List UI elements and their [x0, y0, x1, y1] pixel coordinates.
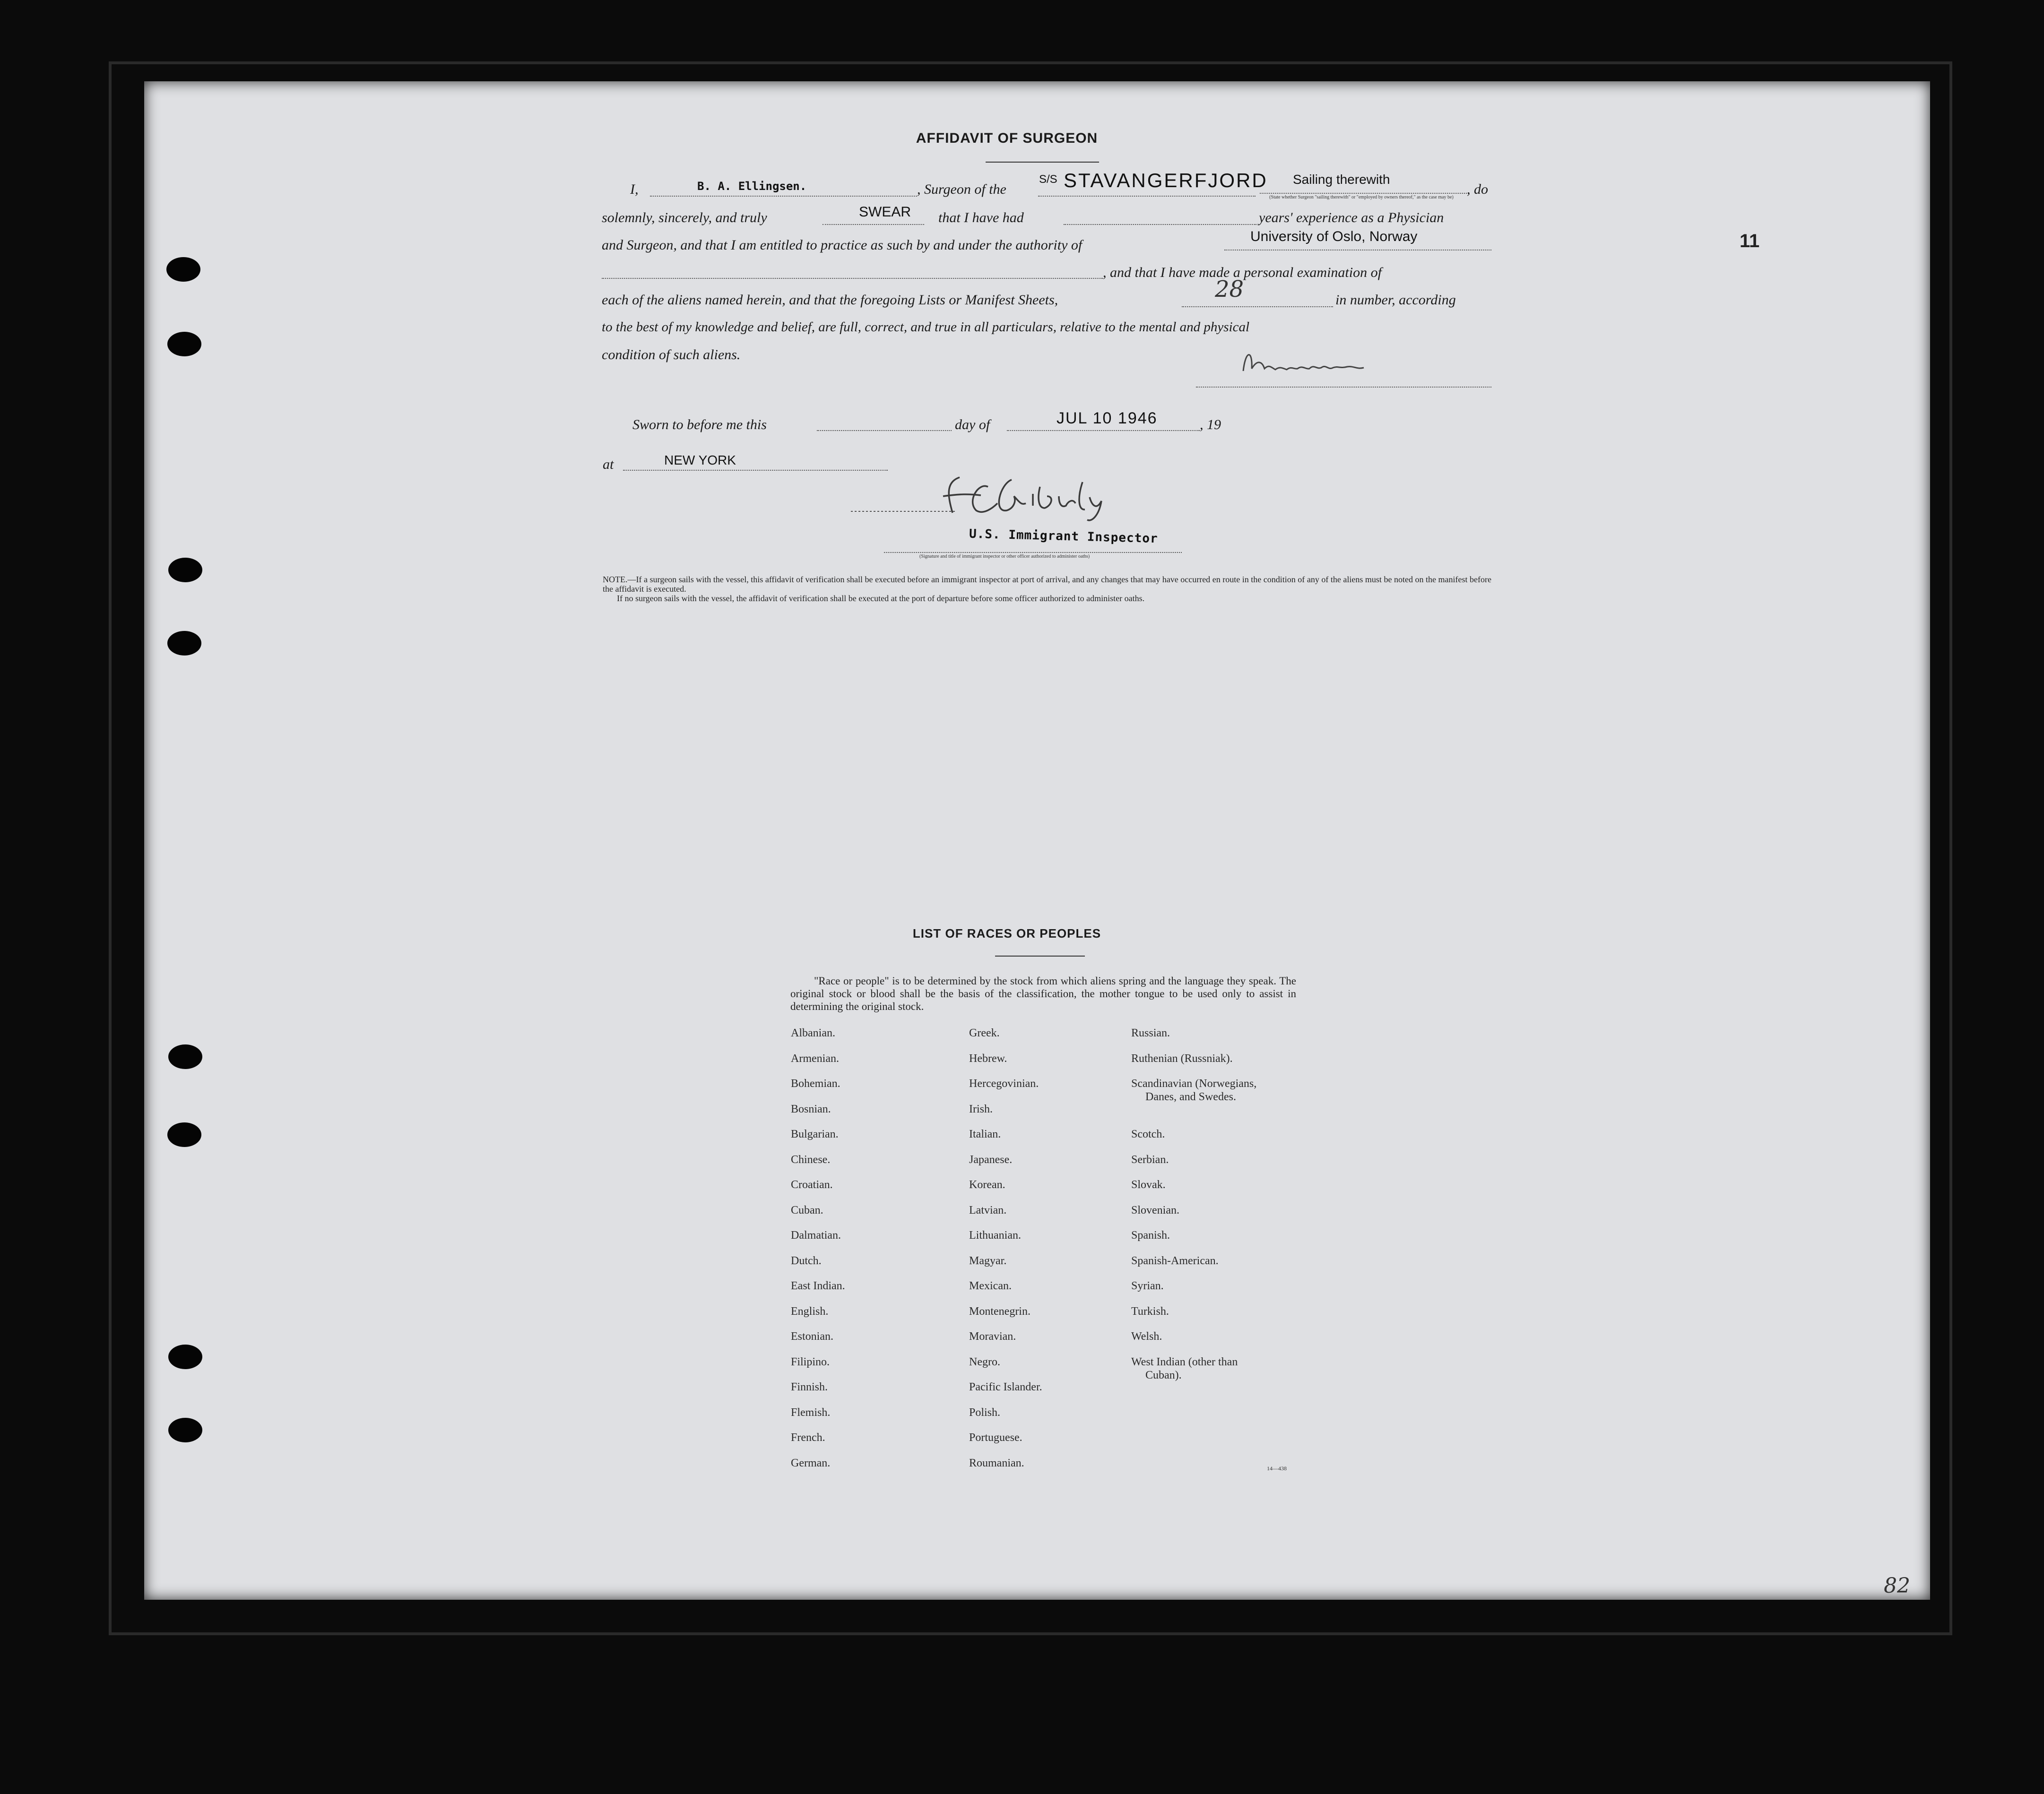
race-item: Portuguese. [969, 1432, 1022, 1444]
page-number: 11 [1740, 231, 1760, 251]
races-title-rule [995, 956, 1085, 957]
text-19: , 19 [1200, 417, 1221, 432]
inspector-signature [851, 468, 1153, 527]
race-item: Irish. [969, 1103, 993, 1115]
sworn-date: JUL 10 1946 [1057, 409, 1158, 427]
binder-hole [168, 1044, 202, 1069]
note-text-2: If no surgeon sails with the vessel, the affidavit of verification shall be executed at the port of departure before some officer authorized to administer oaths. [617, 594, 1145, 603]
inspector-signature-line [884, 552, 1182, 553]
binder-hole [168, 558, 202, 582]
vessel-field [1038, 196, 1256, 197]
race-item: Estonian. [791, 1330, 833, 1343]
race-item: Danes, and Swedes. [1145, 1091, 1236, 1103]
race-item: Montenegrin. [969, 1305, 1031, 1318]
race-item: Spanish-American. [1131, 1254, 1219, 1267]
race-item: Turkish. [1131, 1305, 1169, 1318]
race-item: Serbian. [1131, 1153, 1169, 1166]
inspector-title: U.S. Immigrant Inspector [969, 526, 1159, 546]
surgeon-signature-line [1196, 387, 1491, 388]
race-item: Slovenian. [1131, 1204, 1179, 1216]
sailing-field [1260, 193, 1467, 194]
binder-hole [167, 332, 201, 356]
race-item: Dutch. [791, 1254, 822, 1267]
race-item: Japanese. [969, 1153, 1013, 1166]
sheet-count-field [1182, 306, 1333, 307]
binder-hole [168, 1345, 202, 1369]
race-item: Latvian. [969, 1204, 1007, 1216]
race-item: Bulgarian. [791, 1128, 839, 1140]
race-item: Ruthenian (Russniak). [1131, 1052, 1233, 1065]
race-item: Hercegovinian. [969, 1078, 1039, 1090]
sheet-count: 28 [1215, 276, 1244, 302]
races-column-2 [969, 1026, 1130, 1482]
race-item: Slovak. [1131, 1179, 1166, 1191]
race-item: Russian. [1131, 1027, 1170, 1039]
race-item: Roumanian. [969, 1457, 1024, 1469]
binder-hole [167, 1122, 201, 1147]
text-sworn: Sworn to before me this [632, 417, 767, 432]
years-field [1064, 224, 1256, 225]
text-exam: , and that I have made a personal examination of [1103, 265, 1382, 280]
race-item: Spanish. [1131, 1229, 1170, 1242]
race-item: Cuban). [1145, 1369, 1182, 1381]
note-text: NOTE.—If a surgeon sails with the vessel, this affidavit of verification shall be executed before an immigrant inspector at port of arrival, and any changes that may have occurred en route in the condition of any of the aliens must be noted on the manifest before the affidavit is executed. [603, 575, 1491, 594]
race-item: Finnish. [791, 1381, 828, 1393]
corner-mark: 82 [1884, 1574, 1910, 1598]
race-item: Flemish. [791, 1406, 831, 1419]
race-item: Chinese. [791, 1153, 831, 1166]
race-item: Bosnian. [791, 1103, 831, 1115]
sworn-day-field [817, 430, 952, 431]
race-item: Albanian. [791, 1027, 835, 1039]
title-rule [986, 162, 1099, 163]
race-item: German. [791, 1457, 831, 1469]
race-item: Welsh. [1131, 1330, 1162, 1343]
sworn-date-field [1007, 430, 1200, 431]
race-item: Scotch. [1131, 1128, 1165, 1140]
binder-hole [168, 1418, 202, 1442]
races-intro: "Race or people" is to be determined by the stock from which aliens spring and the language they speak. The original stock or blood shall be the basis of the classification, the mother tongue to be used only to assist in determining the original stock. [790, 975, 1296, 1012]
sailing-status: Sailing therewith [1293, 172, 1390, 187]
surgeon-signature-drawing [1239, 345, 1390, 383]
race-item: Cuban. [791, 1204, 823, 1216]
sailing-instruction: (State whether Surgeon "sailing therewith" or "employed by owners thereof," as the case may be) [1269, 195, 1454, 200]
race-item: Magyar. [969, 1254, 1007, 1267]
races-column-3 [1131, 1026, 1311, 1394]
race-item: West Indian (other than [1131, 1355, 1238, 1368]
text-in-number: in number, according [1335, 292, 1456, 308]
race-item: East Indian. [791, 1280, 845, 1292]
race-item: Dalmatian. [791, 1229, 841, 1242]
inspector-caption: (Signature and title of immigrant inspector or other officer authorized to administer oaths) [919, 554, 1090, 559]
text-do: , do [1467, 181, 1488, 197]
surgeon-name: B. A. Ellingsen. [697, 180, 807, 193]
race-item: Lithuanian. [969, 1229, 1021, 1242]
affidavit-note [603, 575, 1491, 603]
race-item: Polish. [969, 1406, 1001, 1419]
vessel-prefix: S/S [1039, 173, 1057, 186]
sworn-place: NEW YORK [664, 453, 736, 467]
text-condition: condition of such aliens. [602, 347, 741, 362]
race-item: Armenian. [791, 1052, 839, 1065]
text-surgeon-of: , Surgeon of the [917, 181, 1006, 197]
race-item: Croatian. [791, 1179, 833, 1191]
vessel-name: STAVANGERFJORD [1064, 169, 1268, 191]
binder-hole [167, 631, 201, 656]
race-item: Pacific Islander. [969, 1381, 1042, 1393]
oath-field [823, 224, 924, 225]
binder-hole [166, 257, 200, 282]
race-item: English. [791, 1305, 829, 1318]
sworn-place-field [623, 470, 888, 471]
race-item: Hebrew. [969, 1052, 1007, 1065]
authority-field-2 [602, 278, 1103, 279]
race-item: Mexican. [969, 1280, 1012, 1292]
text-each: each of the aliens named herein, and that the foregoing Lists or Manifest Sheets, [602, 292, 1058, 308]
oath-word: SWEAR [859, 204, 911, 220]
authority: University of Oslo, Norway [1250, 229, 1418, 244]
race-item: Korean. [969, 1179, 1005, 1191]
race-item: Scandinavian (Norwegians, [1131, 1078, 1257, 1090]
race-item: Bohemian. [791, 1078, 840, 1090]
text-years: years' experience as a Physician [1259, 210, 1444, 225]
race-item: Syrian. [1131, 1280, 1164, 1292]
races-column-1 [791, 1026, 952, 1482]
text-have-had: that I have had [938, 210, 1024, 225]
race-item: French. [791, 1432, 825, 1444]
race-item: Negro. [969, 1355, 1000, 1368]
text-I: I, [630, 181, 639, 197]
text-at: at [603, 457, 614, 472]
text-solemnly: solemnly, sincerely, and truly [602, 210, 767, 225]
affidavit-title: AFFIDAVIT OF SURGEON [916, 130, 1098, 146]
race-item: Filipino. [791, 1355, 830, 1368]
text-best: to the best of my knowledge and belief, are full, correct, and true in all particulars, relative to the mental and physical [602, 319, 1250, 335]
form-number: 14—438 [1267, 1465, 1287, 1472]
text-and-surgeon: and Surgeon, and that I am entitled to practice as such by and under the authority of [602, 237, 1083, 253]
race-item: Moravian. [969, 1330, 1016, 1343]
surgeon-name-field [650, 196, 917, 197]
inspector-signature-drawing [851, 468, 1153, 525]
races-title: LIST OF RACES OR PEOPLES [912, 926, 1101, 940]
race-item: Greek. [969, 1027, 1000, 1039]
text-day-of: day of [955, 417, 990, 432]
surgeon-signature [1239, 345, 1390, 385]
race-item: Italian. [969, 1128, 1001, 1140]
